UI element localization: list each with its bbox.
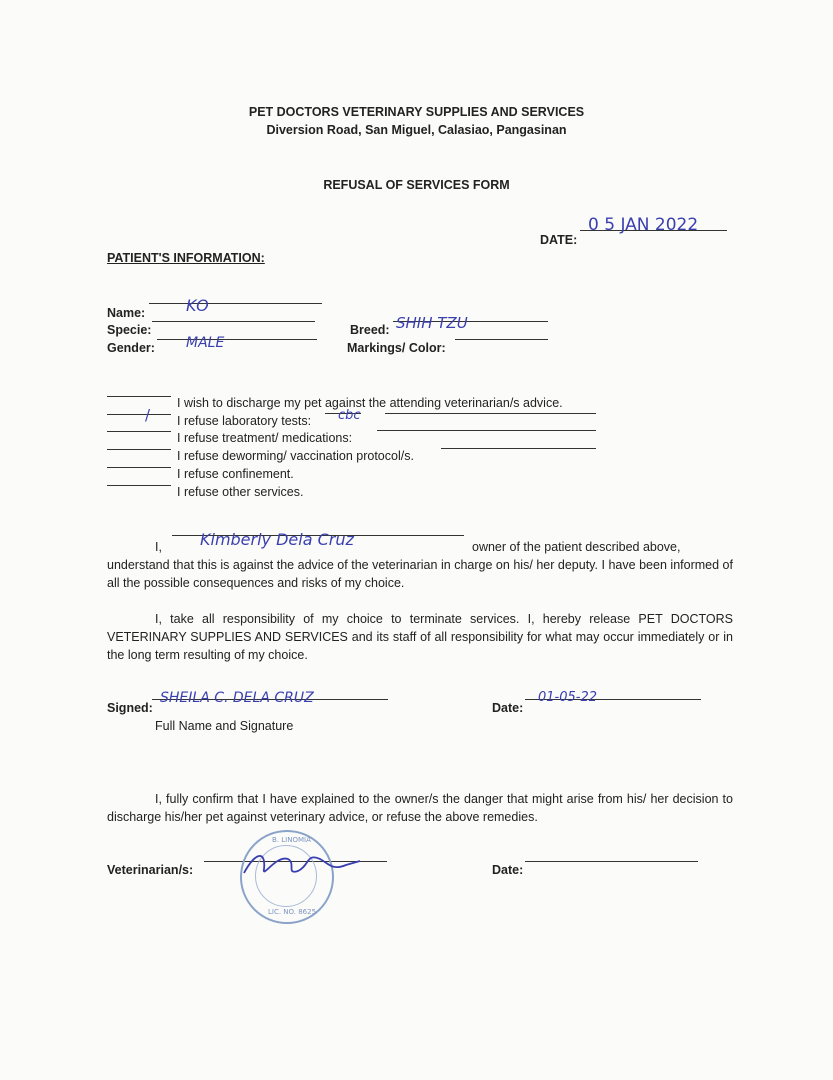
specie-line	[152, 321, 315, 322]
patient-section-title: PATIENT'S INFORMATION:	[107, 251, 265, 265]
option-checkline[interactable]	[107, 396, 171, 397]
name-value: KO	[186, 296, 209, 315]
vet-label: Veterinarian/s:	[107, 863, 194, 877]
form-title: REFUSAL OF SERVICES FORM	[323, 178, 510, 192]
stamp-top-text: B. LINOMIA	[272, 836, 311, 844]
confirm-paragraph: I, fully confirm that I have explained to the owner/s the danger that might arise from his/ her decision to discharge his/her pet against veterinary advice, or refuse the above remedies.	[107, 792, 733, 824]
owner-name: Kimberly Dela Cruz	[200, 530, 354, 549]
option-text: I refuse deworming/ vaccination protocol/s.	[177, 449, 414, 463]
vet-date-line	[525, 861, 698, 862]
option-text: I wish to discharge my pet against the attending veterinarian/s advice.	[177, 396, 563, 410]
owner-prefix: I,	[155, 540, 162, 554]
date-value: 0 5 JAN 2022	[588, 215, 699, 235]
markings-label: Markings/ Color:	[347, 341, 446, 355]
option-checkline[interactable]	[107, 467, 171, 468]
option-text: I refuse treatment/ medications:	[177, 431, 353, 445]
option-text: I refuse confinement.	[177, 467, 294, 481]
markings-line	[455, 339, 548, 340]
breed-label: Breed:	[350, 323, 390, 337]
sign-date-label: Date:	[492, 701, 524, 715]
signed-label: Signed:	[107, 701, 153, 715]
deworming-line	[441, 448, 596, 449]
vet-signature-scribble	[236, 845, 366, 885]
company-name: PET DOCTORS VETERINARY SUPPLIES AND SERVICES	[248, 105, 585, 119]
stamp-bottom-text: LIC. NO. 8625	[268, 908, 317, 916]
lab-tests-value: cbc	[338, 408, 361, 423]
name-label: Name:	[107, 306, 146, 320]
gender-value: MALE	[186, 335, 225, 351]
lab-tests-extra-line	[385, 413, 596, 414]
release-paragraph: I, take all responsibility of my choice to terminate services. I, hereby release PET DOCTORS VETERINARY SUPPLIES AND SERVICES and its staff of all responsibility for what may occur immediately or in the long term resulting of my choice.	[107, 612, 733, 662]
sign-date-value: 01-05-22	[538, 690, 598, 705]
option-checkline[interactable]	[107, 485, 171, 486]
option-text: I refuse other services.	[177, 485, 304, 499]
gender-label: Gender:	[107, 341, 155, 355]
name-line	[149, 303, 322, 304]
owner-line1-rest: owner of the patient described above,	[472, 540, 681, 554]
specie-label: Specie:	[107, 323, 152, 337]
vet-date-label: Date:	[492, 863, 524, 877]
date-label: DATE:	[540, 233, 578, 247]
gender-line	[157, 339, 317, 340]
signed-value: SHEILA C. DELA CRUZ	[160, 690, 314, 706]
option-text: I refuse laboratory tests:	[177, 414, 312, 428]
treatment-line	[377, 430, 596, 431]
signed-caption: Full Name and Signature	[155, 719, 294, 733]
option-checkline[interactable]	[107, 449, 171, 450]
option-checkline[interactable]	[107, 431, 171, 432]
option-check-mark: /	[145, 406, 151, 424]
option-checkline[interactable]	[107, 414, 171, 415]
owner-statement: understand that this is against the advice of the veterinarian in charge on his/ her deputy. I have been informed of all the possible consequences and risks of my choice.	[107, 558, 733, 590]
company-address: Diversion Road, San Miguel, Calasiao, Pangasinan	[266, 123, 567, 137]
breed-value: SHIH TZU	[396, 314, 468, 332]
